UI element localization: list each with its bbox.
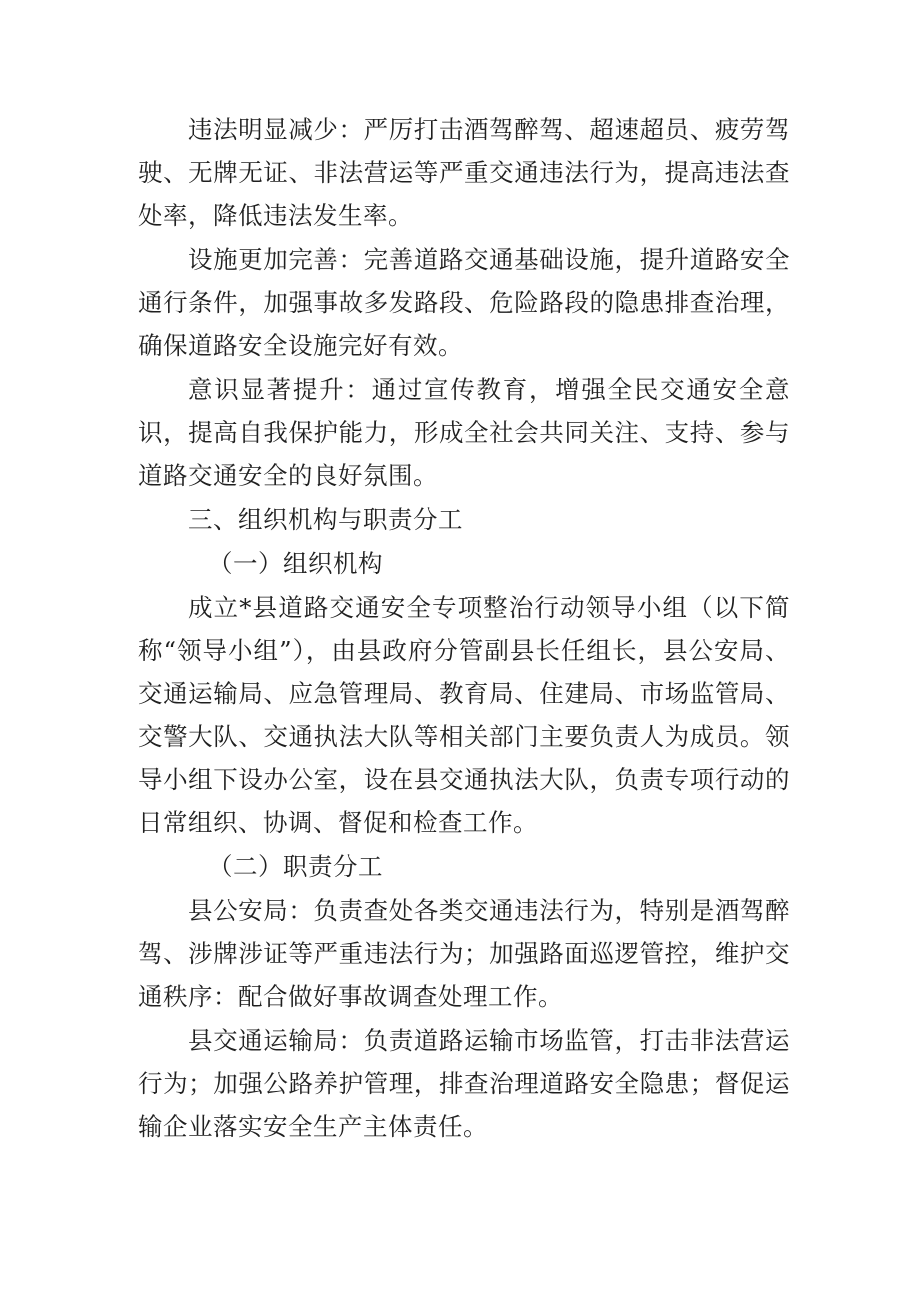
sub-heading-duties: （二）职责分工: [208, 852, 383, 881]
sub-heading-organization: （一）组织机构: [208, 549, 383, 578]
paragraph-organization: 成立*县道路交通安全专项整治行动领导小组（以下简称“领导小组”），由县政府分管副县长任组长，县公安局、交通运输局、应急管理局、教育局、住建局、市场监管局、交警大队、交通执法大队等相关部门主要负责人为成员。领导小组下设办公室，设在县交通执法大队，负责专项行动的日常组织、协调、督促和检查工作。: [138, 593, 790, 837]
paragraph-violations: 违法明显减少：严厉打击酒驾醉驾、超速超员、疲劳驾驶、无牌无证、非法营运等严重交通违法行为，提高违法查处率，降低违法发生率。: [138, 115, 790, 230]
paragraph-facilities: 设施更加完善：完善道路交通基础设施，提升道路安全通行条件，加强事故多发路段、危险路段的隐患排查治理，确保道路安全设施完好有效。: [138, 245, 790, 360]
document-body: [138, 108, 790, 1149]
section-heading: 三、组织机构与职责分工: [188, 505, 463, 534]
paragraph-transportation: 县交通运输局：负责道路运输市场监管，打击非法营运行为；加强公路养护管理，排查治理道路安全隐患；督促运输企业落实安全生产主体责任。: [138, 1026, 790, 1141]
paragraph-public-security: 县公安局：负责查处各类交通违法行为，特别是酒驾醉驾、涉牌涉证等严重违法行为；加强路面巡逻管控，维护交通秩序：配合做好事故调查处理工作。: [138, 896, 790, 1011]
paragraph-awareness: 意识显著提升：通过宣传教育，增强全民交通安全意识，提高自我保护能力，形成全社会共同关注、支持、参与道路交通安全的良好氛围。: [138, 375, 790, 490]
